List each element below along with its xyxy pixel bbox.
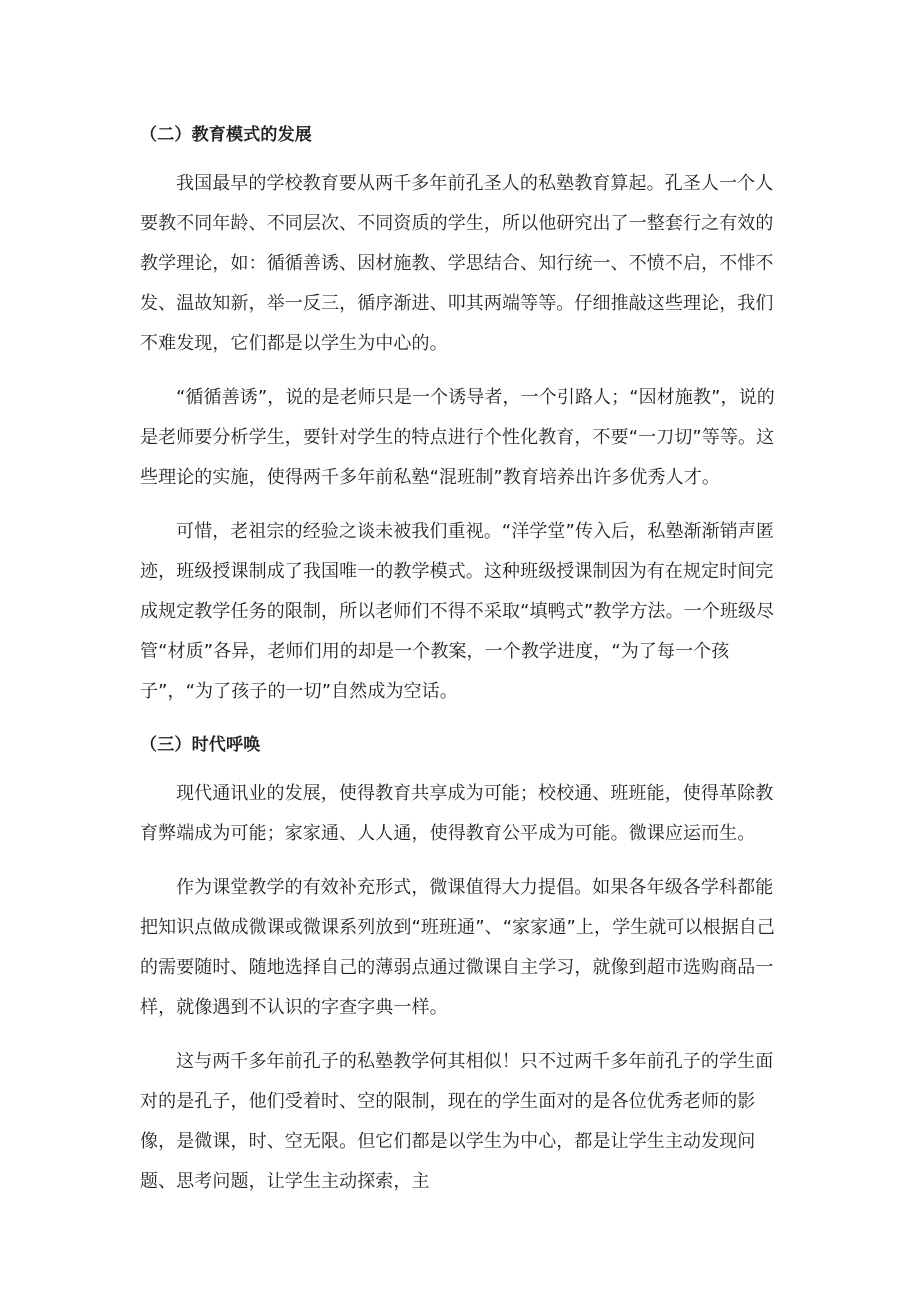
paragraph-class-system: 可惜，老祖宗的经验之谈未被我们重视。“洋学堂”传入后，私塾渐渐销声匿迹，班级授课制成了我国唯一的教学模式。这种班级授课制因为有在规定时间完成规定教学任务的限制，所以老师们不得不采取“填鸭式”教学方法。一个班级尽管“材质”各异，老师们用的却是一个教案，一个教学进度，“为了每一个孩子”，“为了孩子的一切”自然成为空话。 (140, 521, 775, 702)
document-content (140, 114, 784, 1216)
paragraph-communication-development: 现代通讯业的发展，使得教育共享成为可能；校校通、班班能，使得革除教育弊端成为可能；家家通、人人通，使得教育公平成为可能。微课应运而生。 (140, 783, 774, 844)
paragraph-teaching-theories: “循循善诱”，说的是老师只是一个诱导者，一个引路人；“因材施教”，说的是老师要分析学生，要针对学生的特点进行个性化教育，不要“一刀切”等等。这些理论的实施，使得两千多年前私塾“混班制”教育培养出许多优秀人才。 (140, 387, 775, 488)
paragraph-micro-course-promotion: 作为课堂教学的有效补充形式，微课值得大力提倡。如果各年级各学科都能把知识点做成微课或微课系列放到“班班通”、“家家通”上，学生就可以根据自己的需要随时、随地选择自己的薄弱点通过微课自主学习，就像到超市选购商品一样，就像遇到不认识的字查字典一样。 (140, 877, 775, 1018)
section-heading-education-model: （二）教育模式的发展 (140, 125, 312, 145)
paragraph-private-school-origin: 我国最早的学校教育要从两千多年前孔圣人的私塾教育算起。孔圣人一个人要教不同年龄、不同层次、不同资质的学生，所以他研究出了一整套行之有效的教学理论，如：循循善诱、因材施教、学思结合、知行统一、不愤不启，不悱不发、温故知新，举一反三，循序渐进、叩其两端等等。仔细推敲这些理论，我们不难发现，它们都是以学生为中心的。 (140, 173, 774, 354)
section-heading-era-call: （三）时代呼唤 (140, 735, 261, 755)
paragraph-comparison-confucius: 这与两千多年前孔子的私塾教学何其相似！只不过两千多年前孔子的学生面对的是孔子，他们受着时、空的限制，现在的学生面对的是各位优秀老师的影像，是微课，时、空无限。但它们都是以学生为中心，都是让学生主动发现问题、思考问题，让学生主动探索，主 (140, 1051, 774, 1192)
